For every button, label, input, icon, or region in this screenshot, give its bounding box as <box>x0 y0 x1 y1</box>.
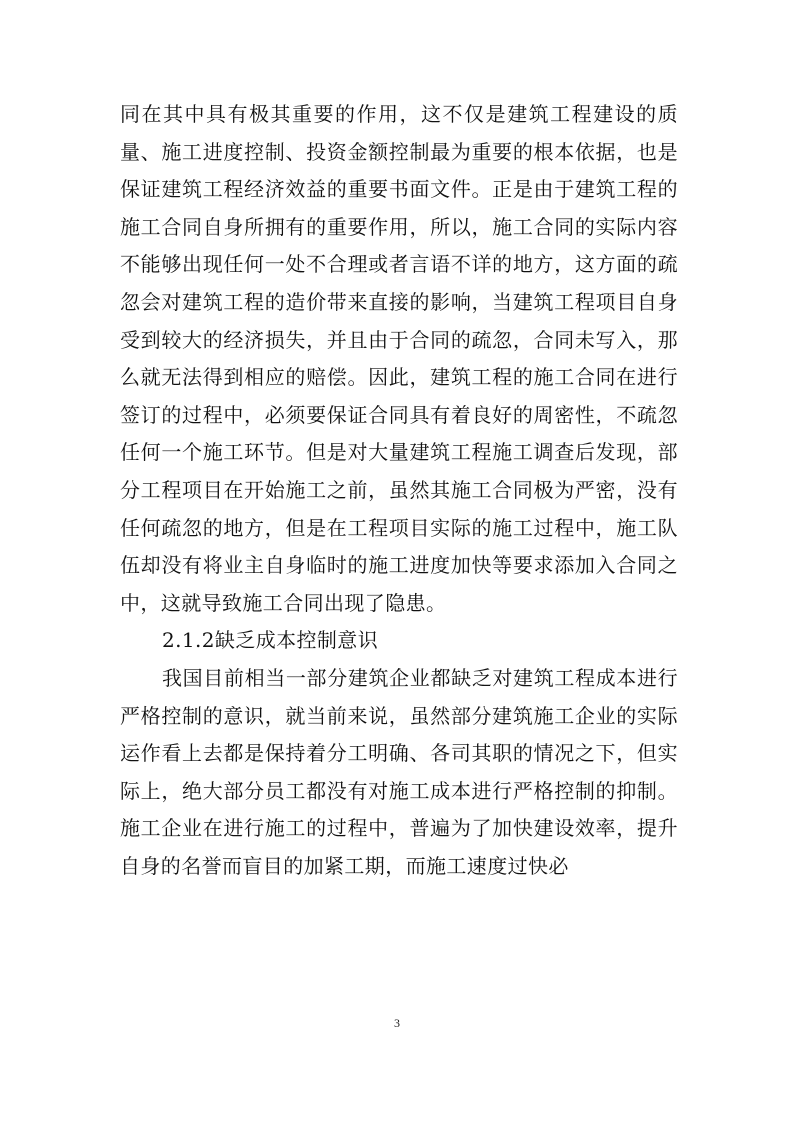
page-number: 3 <box>394 1016 400 1030</box>
section-heading: 2.1.2缺乏成本控制意识 <box>162 628 379 653</box>
page-body <box>120 96 678 885</box>
body-paragraph-continued: 同在其中具有极其重要的作用，这不仅是建筑工程建设的质量、施工进度控制、投资金额控制最为重要的根本依据，也是保证建筑工程经济效益的重要书面文件。正是由于建筑工程的施工合同自身所拥有的重要作用，所以，施工合同的实际内容不能够出现任何一处不合理或者言语不详的地方，这方面的疏忽会对建筑工程的造价带来直接的影响，当建筑工程项目自身受到较大的经济损失，并且由于合同的疏忽，合同未写入，那么就无法得到相应的赔偿。因此，建筑工程的施工合同在进行签订的过程中，必须要保证合同具有着良好的周密性，不疏忽任何一个施工环节。但是对大量建筑工程施工调查后发现，部分工程项目在开始施工之前，虽然其施工合同极为严密，没有任何疏忽的地方，但是在工程项目实际的施工过程中，施工队伍却没有将业主自身临时的施工进度加快等要求添加入合同之中，这就导致施工合同出现了隐患。 <box>120 102 678 615</box>
body-paragraph: 我国目前相当一部分建筑企业都缺乏对建筑工程成本进行严格控制的意识，就当前来说，虽然部分建筑施工企业的实际运作看上去都是保持着分工明确、各司其职的情况之下，但实际上，绝大部分员工都没有对施工成本进行严格控制的抑制。施工企业在进行施工的过程中，普遍为了加快建设效率，提升自身的名誉而盲目的加紧工期，而施工速度过快必 <box>120 665 678 878</box>
